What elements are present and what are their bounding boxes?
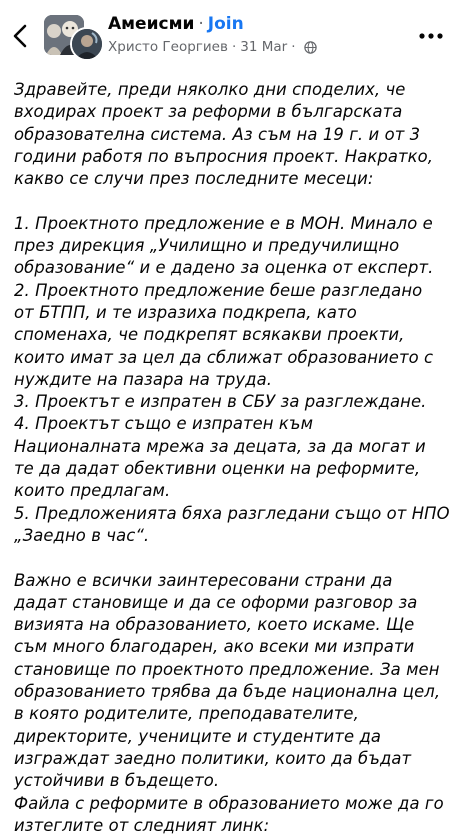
post-text-line: образованието трябва да бъде национална цел, (14, 682, 441, 702)
post-text-line: „Заедно в час“. (14, 525, 150, 545)
post-text-line: директорите, учениците и студентите да (14, 726, 382, 746)
post-text-line: 2. Проектното предложение беше разгледано (14, 280, 423, 300)
post-text-line: изграждат заедно политики, които да бъдат (14, 748, 412, 768)
post-text-line: Здравейте, преди няколко дни споделих, че (14, 80, 406, 99)
post-text-line: които предлагам. (14, 481, 171, 501)
paragraph-break (14, 547, 454, 569)
post-text-line: устойчиви в бъдещето. (14, 771, 220, 791)
post-text-line: дадат становище и да се оформи разговор за (14, 592, 418, 612)
post-text-line: споменаха, че подкрепят всякакви проекти, (14, 325, 405, 345)
post-text-line: образователна система. Аз съм на 19 г. и от 3 (14, 124, 421, 144)
post-text-line: 3. Проектът е изпратен в СБУ за разглеждане. (14, 392, 427, 412)
avatar[interactable] (44, 15, 100, 55)
post-text-line: входирах проект за реформи в българската (14, 102, 403, 122)
back-button[interactable] (6, 22, 34, 50)
post-text-line: Файла с реформите в образованието може да го (14, 793, 444, 813)
chevron-left-icon (10, 23, 30, 49)
post-text-line: те да дадат обективни оценки на реформите, (14, 459, 421, 479)
more-horizontal-icon (419, 33, 443, 39)
post-text-line: Важно е всички заинтересовани страни да (14, 570, 393, 590)
post-text-line: години работя по въпросния проект. Накратко, (14, 146, 434, 166)
post-text-line: 5. Предложенията бяха разгледани също от НПО (14, 503, 450, 523)
post-text-line: образование“ и е дадено за оценка от експерт. (14, 258, 434, 278)
post-date[interactable]: 31 Mar (240, 39, 288, 55)
post-text-line: становище по проектното предложение. За мен (14, 659, 440, 679)
post-text-line: изтеглите от следният линк: (14, 815, 270, 835)
group-name[interactable]: Aмеисми (108, 14, 195, 34)
join-button[interactable]: Join (207, 14, 244, 34)
post-text-line: 1. Проектното предложение е в МОН. Минало е (14, 213, 433, 233)
post-text-line: нуждите на пазара на труда. (14, 369, 273, 389)
title-separator: · (198, 14, 204, 34)
post-header (0, 0, 460, 66)
post-text-line: какво се случи през последните месеци: (14, 169, 374, 189)
post-text-line: визията на образованието, което искаме. Ще (14, 615, 415, 635)
post-meta (108, 38, 317, 56)
author-name[interactable]: Христо Георгиев (108, 39, 228, 55)
post-text (14, 79, 454, 837)
post-text-line: в която родителите, преподавателите, (14, 704, 359, 724)
meta-separator: · (231, 39, 237, 55)
author-avatar[interactable] (70, 27, 104, 61)
title-row (108, 12, 244, 36)
more-options-button[interactable] (416, 26, 446, 46)
meta-separator-2: · (291, 39, 296, 55)
post-text-line: 4. Проектът също е изпратен към (14, 414, 314, 434)
post-text-line: от БТПП, и те изразиха подкрепа, като (14, 302, 357, 322)
post-text-line: през дирекция „Училищно и предучилищно (14, 236, 400, 256)
post-text-line: съм много благодарен, ако всеки ми изпрати (14, 637, 415, 657)
paragraph-break (14, 190, 454, 212)
globe-icon (304, 41, 317, 54)
post-text-line: Националната мрежа за децата, за да могат и (14, 436, 426, 456)
post-text-line: които имат за цел да сближат образованието с (14, 347, 434, 367)
